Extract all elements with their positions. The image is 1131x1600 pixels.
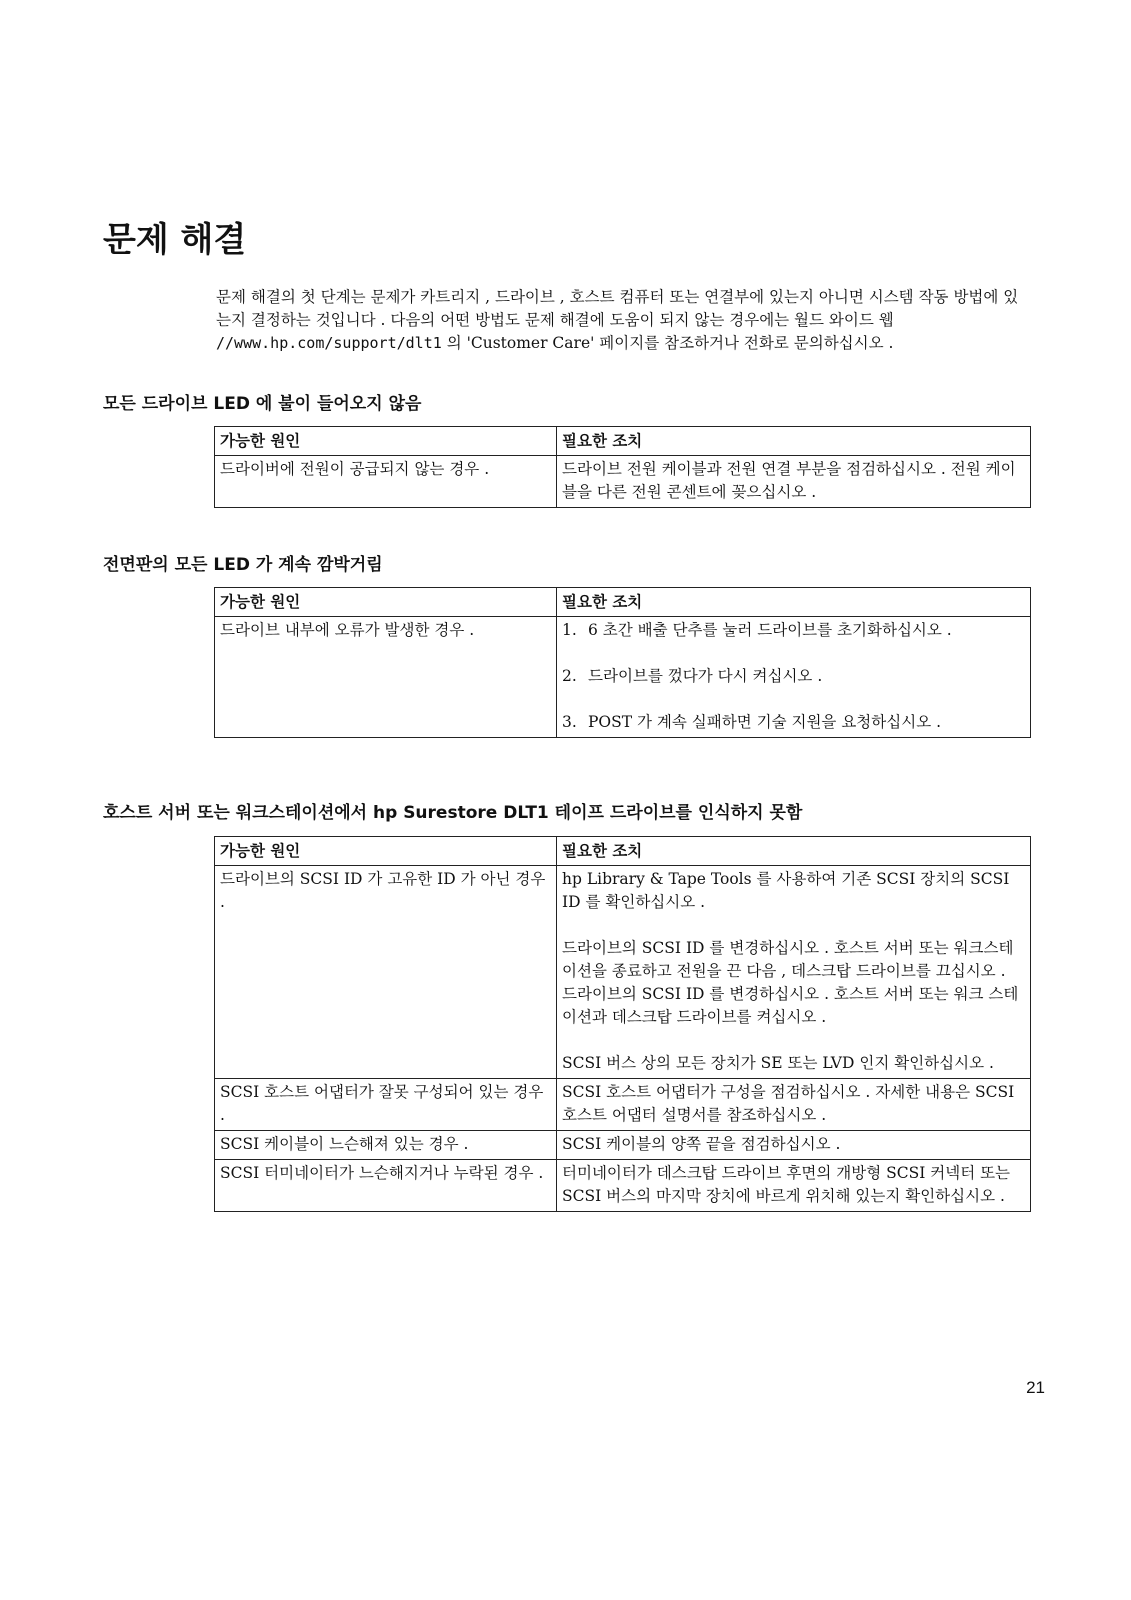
- table-row: [215, 617, 1031, 738]
- troubleshooting-table-led-blinking: [214, 587, 1031, 738]
- section-heading-led-blinking: 전면판의 모든 LED 가 계속 깜박거림: [103, 555, 383, 575]
- cause-cell: SCSI 케이블이 느슨해져 있는 경우 .: [215, 1131, 557, 1160]
- table-header-row: [215, 588, 1031, 617]
- header-action: 필요한 조치: [557, 427, 1031, 456]
- action-paragraph: 드라이브의 SCSI ID 를 변경하십시오 . 호스트 서버 또는 워크스테이션을 종료하고 전원을 끈 다음 , 데스크탑 드라이브를 끄십시오 . 드라이브의 SCSI ID 를 변경하십시오 . 호스트 서버 또는 워크 스테이션과 데스크탑 드라이브를 켜십시오 .: [562, 939, 1019, 1026]
- cause-cell: 드라이브 내부에 오류가 발생한 경우 .: [215, 617, 557, 738]
- action-cell: SCSI 호스트 어댑터가 구성을 점검하십시오 . 자세한 내용은 SCSI 호스트 어댑터 설명서를 참조하십시오 .: [557, 1079, 1031, 1131]
- step-number: 1.: [562, 621, 577, 639]
- header-action: 필요한 조치: [557, 837, 1031, 866]
- action-cell: [557, 617, 1031, 738]
- step-item: [562, 619, 1025, 642]
- support-url: //www.hp.com/support/dlt1: [216, 334, 442, 352]
- troubleshooting-table-no-led: [214, 426, 1031, 508]
- intro-paragraph: [216, 286, 1026, 355]
- action-steps-list: [562, 619, 1025, 734]
- table-row: [215, 1079, 1031, 1131]
- table-row: [215, 1160, 1031, 1212]
- page-number: 21: [1026, 1378, 1045, 1397]
- action-paragraph: SCSI 버스 상의 모든 장치가 SE 또는 LVD 인지 확인하십시오 .: [562, 1054, 994, 1072]
- troubleshooting-table-not-recognized: [214, 836, 1031, 1212]
- action-cell: 드라이브 전원 케이블과 전원 연결 부분을 점검하십시오 . 전원 케이블을 다른 전원 콘센트에 꽂으십시오 .: [557, 456, 1031, 508]
- step-text: 6 초간 배출 단추를 눌러 드라이브를 초기화하십시오 .: [588, 621, 952, 639]
- step-text: 드라이브를 껐다가 다시 켜십시오 .: [588, 667, 823, 685]
- action-cell: SCSI 케이블의 양쪽 끝을 점검하십시오 .: [557, 1131, 1031, 1160]
- header-cause: 가능한 원인: [215, 837, 557, 866]
- action-cell: [557, 866, 1031, 1079]
- step-number: 3.: [562, 713, 577, 731]
- cause-cell: 드라이브의 SCSI ID 가 고유한 ID 가 아닌 경우 .: [215, 866, 557, 1079]
- section-heading-no-led: 모든 드라이브 LED 에 불이 들어오지 않음: [103, 394, 422, 414]
- section-heading-not-recognized: 호스트 서버 또는 워크스테이션에서 hp Surestore DLT1 테이프 드라이브를 인식하지 못함: [103, 803, 803, 823]
- header-cause: 가능한 원인: [215, 588, 557, 617]
- cause-cell: SCSI 호스트 어댑터가 잘못 구성되어 있는 경우 .: [215, 1079, 557, 1131]
- table-header-row: [215, 427, 1031, 456]
- intro-text-end: 의 'Customer Care' 페이지를 참조하거나 전화로 문의하십시오 .: [441, 334, 894, 352]
- cause-cell: SCSI 터미네이터가 느슨해지거나 누락된 경우 .: [215, 1160, 557, 1212]
- table-row: [215, 866, 1031, 1079]
- step-number: 2.: [562, 667, 577, 685]
- step-text: POST 가 계속 실패하면 기술 지원을 요청하십시오 .: [588, 713, 942, 731]
- action-cell: 터미네이터가 데스크탑 드라이브 후면의 개방형 SCSI 커넥터 또는 SCSI 버스의 마지막 장치에 바르게 위치해 있는지 확인하십시오 .: [557, 1160, 1031, 1212]
- table-row: [215, 456, 1031, 508]
- step-item: [562, 711, 1025, 734]
- header-cause: 가능한 원인: [215, 427, 557, 456]
- step-item: [562, 665, 1025, 688]
- table-header-row: [215, 837, 1031, 866]
- action-paragraph: hp Library & Tape Tools 를 사용하여 기존 SCSI 장치의 SCSI ID 를 확인하십시오 .: [562, 870, 1010, 911]
- table-row: [215, 1131, 1031, 1160]
- intro-text-start: 문제 해결의 첫 단계는 문제가 카트리지 , 드라이브 , 호스트 컴퓨터 또는 연결부에 있는지 아니면 시스템 작동 방법에 있는지 결정하는 것입니다 . 다음의 어떤 방법도 문제 해결에 도움이 되지 않는 경우에는 월드 와이드 웹: [216, 288, 1019, 329]
- cause-cell: 드라이버에 전원이 공급되지 않는 경우 .: [215, 456, 557, 508]
- page-title: 문제 해결: [103, 220, 247, 260]
- header-action: 필요한 조치: [557, 588, 1031, 617]
